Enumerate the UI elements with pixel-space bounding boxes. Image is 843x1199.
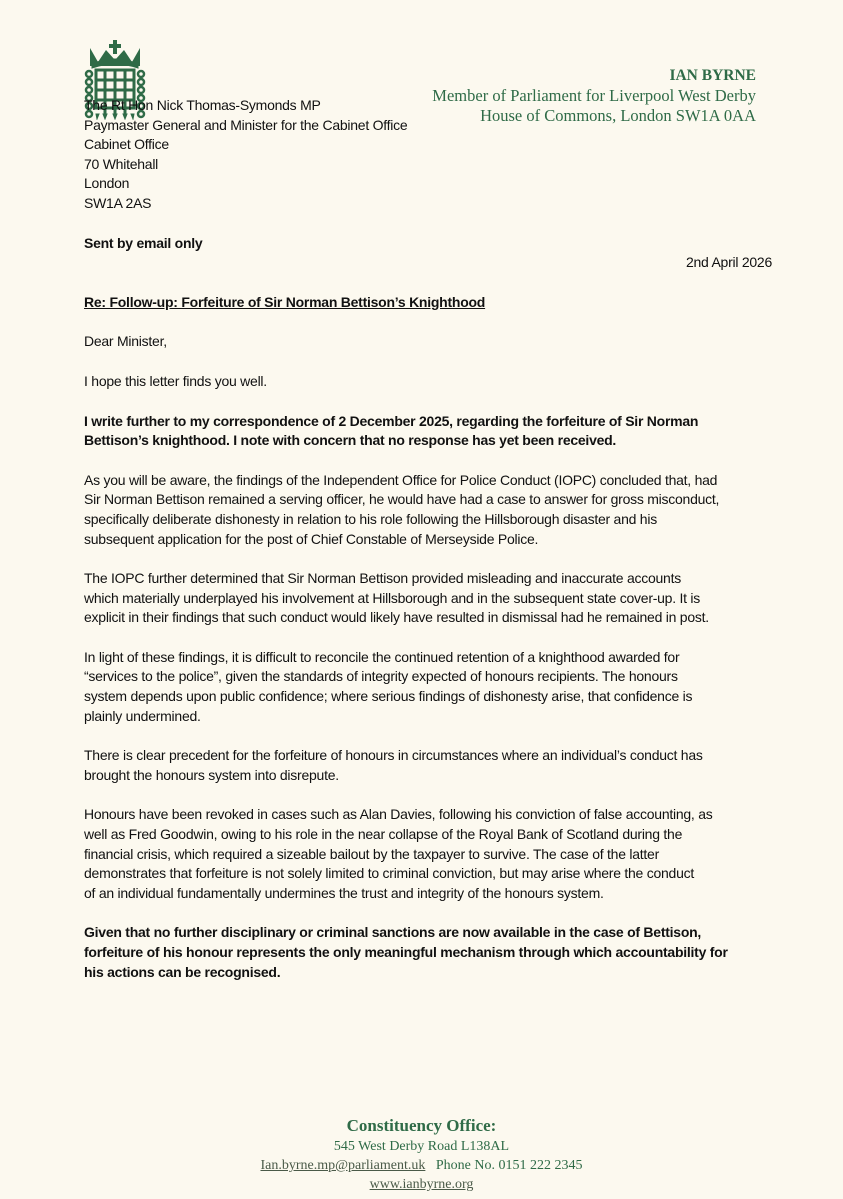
recipient-line: The Rt Hon Nick Thomas-Symonds MP (84, 97, 321, 113)
paragraph-line: plainly undermined. (84, 707, 201, 724)
paragraph-line: subsequent application for the post of Chief Constable of Merseyside Police. (84, 530, 539, 547)
footer-title: Constituency Office: (346, 1116, 497, 1135)
recipient-line: SW1A 2AS (84, 194, 152, 211)
paragraph-line: “services to the police”, given the standards of integrity expected of honours recipients. The honours (84, 668, 678, 685)
paragraph-line: explicit in their findings that such conduct would likely have resulted in dismissal had he remained in post. (84, 609, 709, 626)
phone-number: Phone No. 0151 222 2345 (435, 1158, 583, 1173)
paragraph-line: Given that no further disciplinary or criminal sanctions are now available in the case of Bettison, (84, 924, 702, 941)
footer-address: 545 West Derby Road L138AL (333, 1139, 510, 1154)
recipient-address (84, 96, 774, 214)
letter-paragraph (84, 805, 774, 903)
paragraph-line: specifically deliberate dishonesty in relation to his role following the Hillsborough disaster and his (84, 510, 657, 527)
letter-paragraph (84, 569, 774, 628)
paragraph-line: brought the honours system into disrepute. (84, 766, 339, 783)
recipient-line: 70 Whitehall (84, 155, 159, 172)
paragraph-line: I write further to my correspondence of 2 December 2025, regarding the forfeiture of Sir Norman (84, 412, 699, 429)
paragraph-line: The IOPC further determined that Sir Norman Bettison provided misleading and inaccurate accounts (84, 570, 681, 587)
paragraph-line: financial crisis, which required a sizeable bailout by the taxpayer to survive. The case of the latter (84, 845, 659, 862)
paragraph-line: In light of these findings, it is difficult to reconcile the continued retention of a knighthood awarded for (84, 648, 680, 665)
mp-constituency: Member of Parliament for Liverpool West Derby (432, 86, 756, 105)
paragraph-line: forfeiture of his honour represents the only meaningful mechanism through which accountability for (84, 944, 728, 960)
letter-paragraph (84, 746, 774, 785)
paragraph-line: I hope this letter finds you well. (84, 372, 267, 389)
letter-body (84, 96, 774, 982)
letter-paragraph (84, 372, 774, 392)
recipient-line: London (84, 175, 130, 192)
email-link[interactable]: Ian.byrne.mp@parliament.uk (260, 1158, 426, 1173)
mp-address: House of Commons, London SW1A 0AA (480, 106, 756, 125)
footer (0, 1115, 843, 1194)
letter-paragraph (84, 412, 774, 451)
paragraph-line: Bettison’s knighthood. I note with concern that no response has yet been received. (84, 432, 617, 449)
mp-name: IAN BYRNE (669, 67, 756, 84)
paragraph-line: system depends upon public confidence; where serious findings of dishonesty arise, that confidence is (84, 688, 693, 705)
paragraph-line: of an individual fundamentally undermines the trust and integrity of the honours system. (84, 884, 604, 901)
website-link[interactable]: www.ianbyrne.org (369, 1177, 474, 1192)
recipient-line: Paymaster General and Minister for the Cabinet Office (84, 116, 408, 133)
paragraph-line: There is clear precedent for the forfeiture of honours in circumstances where an individual’s conduct has (84, 747, 703, 764)
letter-paragraph (84, 471, 774, 549)
salutation: Dear Minister, (84, 333, 167, 350)
paragraph-line: his actions can be recognised. (84, 963, 281, 980)
letter-paragraph (84, 923, 774, 982)
paragraph-line: As you will be aware, the findings of the Independent Office for Police Conduct (IOPC) concluded that, had (84, 471, 718, 488)
letter-date: 2nd April 2026 (685, 254, 772, 271)
recipient-line: Cabinet Office (84, 136, 169, 153)
paragraph-line: well as Fred Goodwin, owing to his role in the near collapse of the Royal Bank of Scotland during the (84, 826, 683, 843)
paragraph-line: which materially underplayed his involvement at Hillsborough and in the subsequent state cover-up. It is (84, 589, 701, 606)
paragraph-line: Sir Norman Bettison remained a serving officer, he would have had a case to answer for gross misconduct, (84, 491, 720, 508)
subject-line: Re: Follow-up: Forfeiture of Sir Norman Bettison’s Knighthood (84, 293, 486, 310)
delivery-note: Sent by email only (84, 234, 203, 251)
paragraph-line: demonstrates that forfeiture is not solely limited to criminal conviction, but may arise where the conduct (84, 865, 695, 882)
letter-paragraph (84, 648, 774, 726)
paragraph-line: Honours have been revoked in cases such as Alan Davies, following his conviction of false accounting, as (84, 806, 713, 823)
